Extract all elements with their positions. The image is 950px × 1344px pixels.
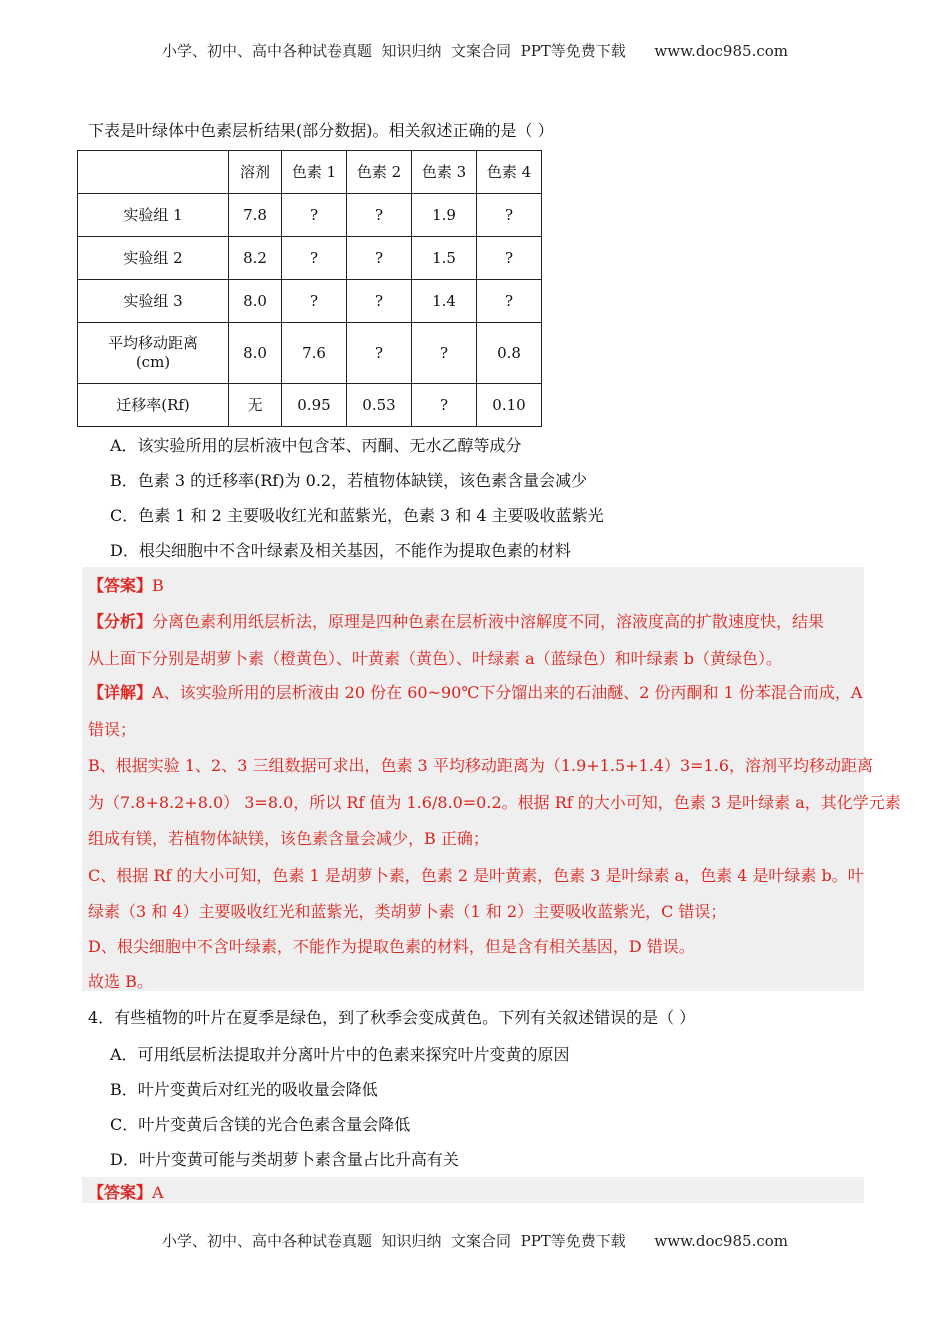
- question-3-stem: 下表是叶绿体中色素层析结果(部分数据)。相关叙述正确的是（ ）: [88, 121, 554, 140]
- table-cell: ?: [347, 237, 412, 280]
- question-4-stem: 4．有些植物的叶片在夏季是绿色，到了秋季会变成黄色。下列有关叙述错误的是（ ）: [88, 1008, 696, 1027]
- detail-line: 错误；: [88, 720, 137, 739]
- detail-line: B、根据实验 1、2、3 三组数据可求出，色素 3 平均移动距离为（1.9+1.5+1.4）3=1.6，溶剂平均移动距离: [88, 756, 874, 775]
- detail-line: D、根尖细胞中不含叶绿素，不能作为提取色素的材料，但是含有相关基因，D 错误。: [88, 937, 695, 956]
- option-c: C．色素 1 和 2 主要吸收红光和蓝紫光，色素 3 和 4 主要吸收蓝紫光: [110, 506, 604, 525]
- detail-line: C、根据 Rf 的大小可知，色素 1 是胡萝卜素，色素 2 是叶黄素，色素 3 是叶绿素 a，色素 4 是叶绿素 b。叶: [88, 866, 864, 885]
- table-cell: 8.0: [229, 280, 282, 323]
- table-cell: ?: [347, 280, 412, 323]
- detail-line: 故选 B。: [88, 972, 153, 991]
- table-cell: 7.8: [229, 194, 282, 237]
- table-header-cell: 色素 4: [477, 151, 542, 194]
- detail-line: [88, 680, 862, 703]
- option-b: B．色素 3 的迁移率(Rf)为 0.2，若植物体缺镁，该色素含量会减少: [110, 471, 588, 490]
- table-cell: 1.9: [412, 194, 477, 237]
- table-row: [78, 323, 542, 384]
- table-cell: ?: [347, 323, 412, 384]
- table-cell: ?: [477, 237, 542, 280]
- table-cell: 0.95: [282, 384, 347, 427]
- table-cell: 0.8: [477, 323, 542, 384]
- table-cell: 1.4: [412, 280, 477, 323]
- answer-line: [88, 573, 164, 596]
- page-header: 小学、初中、高中各种试卷真题 知识归纳 文案合同 PPT等免费下载 www.doc985.com: [161, 42, 788, 60]
- answer-tag: 【答案】: [88, 576, 153, 595]
- table-cell: ?: [282, 237, 347, 280]
- table-header-cell: 溶剂: [229, 151, 282, 194]
- detail-text: A、该实验所用的层析液由 20 份在 60~90℃下分馏出来的石油醚、2 份丙酮和 1 份苯混合而成，A: [152, 683, 863, 702]
- analysis-text: 分离色素利用纸层析法，原理是四种色素在层析液中溶解度不同，溶液度高的扩散速度快，结果: [152, 612, 825, 631]
- q4-answer-box: [82, 1177, 864, 1203]
- option-a: A．该实验所用的层析液中包含苯、丙酮、无水乙醇等成分: [110, 436, 522, 455]
- q4-option-d: D．叶片变黄可能与类胡萝卜素含量占比升高有关: [110, 1150, 459, 1169]
- chromatography-table: [77, 150, 542, 427]
- table-cell: 无: [229, 384, 282, 427]
- table-cell: 实验组 1: [78, 194, 229, 237]
- table-cell: 0.10: [477, 384, 542, 427]
- table-cell: ?: [347, 194, 412, 237]
- q4-option-a: A．可用纸层析法提取并分离叶片中的色素来探究叶片变黄的原因: [110, 1045, 570, 1064]
- answer-value: B: [152, 576, 164, 595]
- table-header-cell: 色素 1: [282, 151, 347, 194]
- table-cell: 1.5: [412, 237, 477, 280]
- detail-tag: 【详解】: [88, 683, 153, 702]
- table-row: [78, 194, 542, 237]
- option-d: D．根尖细胞中不含叶绿素及相关基因，不能作为提取色素的材料: [110, 541, 571, 560]
- analysis-tag: 【分析】: [88, 612, 153, 631]
- table-cell: ?: [282, 280, 347, 323]
- q4-answer-tag: 【答案】: [88, 1183, 153, 1202]
- analysis-line: [88, 609, 824, 632]
- q4-option-b: B．叶片变黄后对红光的吸收量会降低: [110, 1080, 378, 1099]
- table-cell: 0.53: [347, 384, 412, 427]
- table-cell: [78, 323, 229, 384]
- table-cell: 实验组 3: [78, 280, 229, 323]
- table-header-row: [78, 151, 542, 194]
- q4-answer-value: A: [152, 1183, 164, 1202]
- table-header-cell: 色素 3: [412, 151, 477, 194]
- answer-explanation-box: [82, 567, 901, 991]
- table-cell-line: 平均移动距离: [107, 334, 198, 352]
- table-row: [78, 280, 542, 323]
- table-row: [78, 384, 542, 427]
- analysis-line: 从上面下分别是胡萝卜素（橙黄色）、叶黄素（黄色）、叶绿素 a（蓝绿色）和叶绿素 b（黄绿色）。: [88, 649, 782, 668]
- table-cell: 8.0: [229, 323, 282, 384]
- q4-option-c: C．叶片变黄后含镁的光合色素含量会降低: [110, 1115, 411, 1134]
- table-cell-unit: (cm): [135, 353, 171, 371]
- detail-line: 为（7.8+8.2+8.0） 3=8.0，所以 Rf 值为 1.6/8.0=0.2。根据 Rf 的大小可知，色素 3 是叶绿素 a，其化学元素: [88, 793, 901, 812]
- q4-answer-line: [88, 1180, 164, 1203]
- table-header-cell: 色素 2: [347, 151, 412, 194]
- table-cell: 迁移率(Rf): [78, 384, 229, 427]
- table-cell: 实验组 2: [78, 237, 229, 280]
- table-cell: ?: [477, 280, 542, 323]
- table-cell: ?: [412, 323, 477, 384]
- table-row: [78, 237, 542, 280]
- table-cell: ?: [412, 384, 477, 427]
- table-cell: 7.6: [282, 323, 347, 384]
- table-cell: 8.2: [229, 237, 282, 280]
- table-header-cell: [78, 151, 229, 194]
- table-cell: ?: [477, 194, 542, 237]
- table-cell: ?: [282, 194, 347, 237]
- page-footer: 小学、初中、高中各种试卷真题 知识归纳 文案合同 PPT等免费下载 www.doc985.com: [161, 1232, 788, 1250]
- detail-line: 绿素（3 和 4）主要吸收红光和蓝紫光，类胡萝卜素（1 和 2）主要吸收蓝紫光，C 错误；: [88, 902, 727, 921]
- detail-line: 组成有镁，若植物体缺镁，该色素含量会减少，B 正确；: [88, 829, 489, 848]
